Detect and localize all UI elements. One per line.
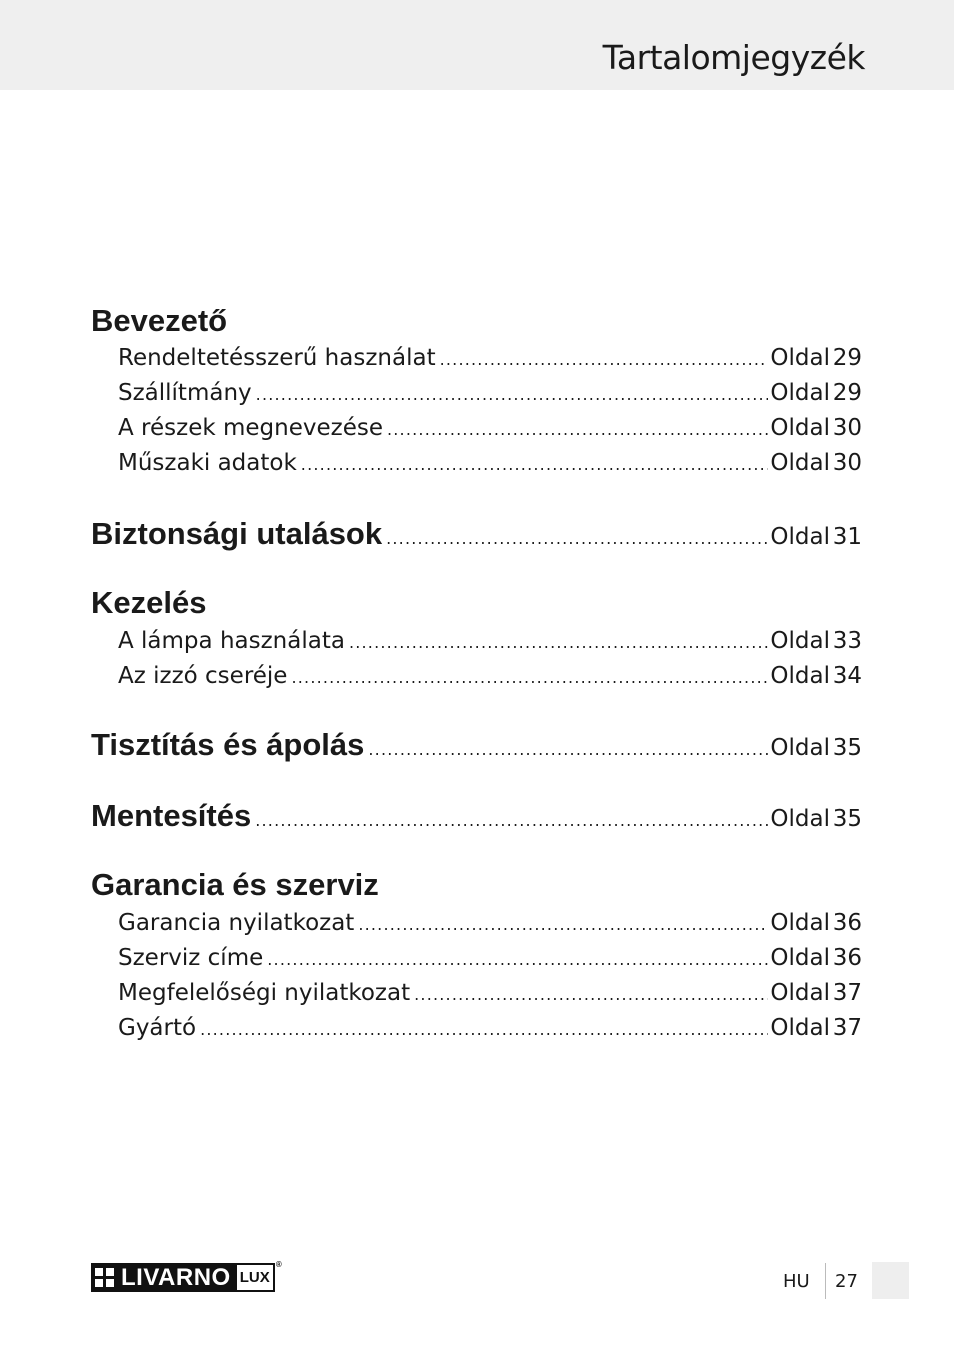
toc-page-number: 30 bbox=[832, 415, 862, 441]
dot-leader bbox=[301, 449, 769, 481]
registered-mark: ® bbox=[275, 1260, 282, 1269]
page-title: Tartalomjegyzék bbox=[602, 38, 865, 77]
dot-leader bbox=[387, 414, 768, 446]
toc-entry-label: Rendeltetésszerű használat bbox=[118, 345, 436, 371]
dot-leader bbox=[414, 979, 768, 1011]
toc-entry-label: Gyártó bbox=[118, 1015, 197, 1041]
section-title-bevezeto: Bevezető bbox=[91, 303, 228, 338]
toc-page-word: Oldal bbox=[770, 663, 830, 689]
section-title-biztonsagi-utalasok: Biztonsági utalások bbox=[91, 516, 383, 551]
section-title-tisztitas-es-apolas: Tisztítás és ápolás bbox=[91, 727, 365, 762]
toc-page-number: 29 bbox=[832, 345, 862, 371]
dot-leader bbox=[440, 344, 769, 376]
toc-entry[interactable] bbox=[118, 977, 862, 1009]
toc-page-word: Oldal bbox=[770, 345, 830, 371]
dot-leader bbox=[368, 730, 768, 770]
toc-page-word: Oldal bbox=[770, 1015, 830, 1041]
toc-entry-label: Szerviz címe bbox=[118, 945, 264, 971]
toc-page-word: Oldal bbox=[770, 524, 830, 550]
toc-entry-label: Az izzó cseréje bbox=[118, 663, 288, 689]
toc-entry[interactable] bbox=[118, 412, 862, 444]
toc-page-word: Oldal bbox=[770, 806, 830, 832]
dot-leader bbox=[386, 519, 768, 559]
toc-entry-label: Műszaki adatok bbox=[118, 450, 297, 476]
toc-section-entry[interactable] bbox=[91, 796, 862, 836]
dot-leader bbox=[255, 801, 768, 841]
toc-page-number: 30 bbox=[832, 450, 862, 476]
toc-entry[interactable] bbox=[118, 660, 862, 692]
language-code: HU bbox=[783, 1271, 810, 1292]
toc-entry[interactable] bbox=[118, 942, 862, 974]
logo-lux-part bbox=[237, 1260, 282, 1292]
toc-entry[interactable] bbox=[118, 1012, 862, 1044]
toc-entry[interactable] bbox=[118, 907, 862, 939]
toc-page-number: 31 bbox=[832, 524, 862, 550]
toc-section-entry[interactable] bbox=[91, 514, 862, 554]
toc-entry[interactable] bbox=[118, 377, 862, 409]
toc-page-word: Oldal bbox=[770, 450, 830, 476]
toc-page-number: 37 bbox=[832, 1015, 862, 1041]
toc-page-word: Oldal bbox=[770, 980, 830, 1006]
toc-page-number: 29 bbox=[832, 380, 862, 406]
toc-entry[interactable] bbox=[118, 447, 862, 479]
toc-section-entry[interactable] bbox=[91, 725, 862, 765]
toc-page-number: 36 bbox=[832, 910, 862, 936]
toc-entry-label: Megfelelőségi nyilatkozat bbox=[118, 980, 411, 1006]
toc-page-number: 37 bbox=[832, 980, 862, 1006]
toc-page-word: Oldal bbox=[770, 628, 830, 654]
dot-leader bbox=[200, 1014, 768, 1046]
dot-leader bbox=[349, 627, 768, 659]
toc-entry-label: Szállítmány bbox=[118, 380, 252, 406]
logo-main-part bbox=[91, 1263, 237, 1292]
footer-tab-marker bbox=[872, 1262, 909, 1299]
toc-page-number: 36 bbox=[832, 945, 862, 971]
logo-brand: LIVARNO bbox=[121, 1264, 231, 1291]
footer-divider bbox=[825, 1263, 826, 1299]
toc-entry[interactable] bbox=[118, 625, 862, 657]
logo-suffix: LUX bbox=[239, 1269, 270, 1286]
toc-page-number: 35 bbox=[832, 735, 862, 761]
section-title-kezeles: Kezelés bbox=[91, 585, 207, 620]
toc-entry-label: A lámpa használata bbox=[118, 628, 345, 654]
toc-entry[interactable] bbox=[118, 342, 862, 374]
toc-page-number: 35 bbox=[832, 806, 862, 832]
dot-leader bbox=[267, 944, 768, 976]
section-title-garancia-es-szerviz: Garancia és szerviz bbox=[91, 867, 379, 902]
toc-page-word: Oldal bbox=[770, 945, 830, 971]
toc-page-number: 33 bbox=[832, 628, 862, 654]
dot-leader bbox=[291, 662, 768, 694]
logo-squares-icon bbox=[95, 1268, 114, 1287]
toc-page-word: Oldal bbox=[770, 380, 830, 406]
toc-page-word: Oldal bbox=[770, 415, 830, 441]
toc-page-word: Oldal bbox=[770, 910, 830, 936]
livarno-lux-logo bbox=[91, 1260, 282, 1292]
toc-entry-label: A részek megnevezése bbox=[118, 415, 383, 441]
dot-leader bbox=[358, 909, 768, 941]
toc-entry-label: Garancia nyilatkozat bbox=[118, 910, 355, 936]
toc-page-number: 34 bbox=[832, 663, 862, 689]
section-title-mentesites: Mentesítés bbox=[91, 798, 252, 833]
page-number: 27 bbox=[835, 1271, 858, 1292]
dot-leader bbox=[256, 379, 769, 411]
toc-page-word: Oldal bbox=[770, 735, 830, 761]
